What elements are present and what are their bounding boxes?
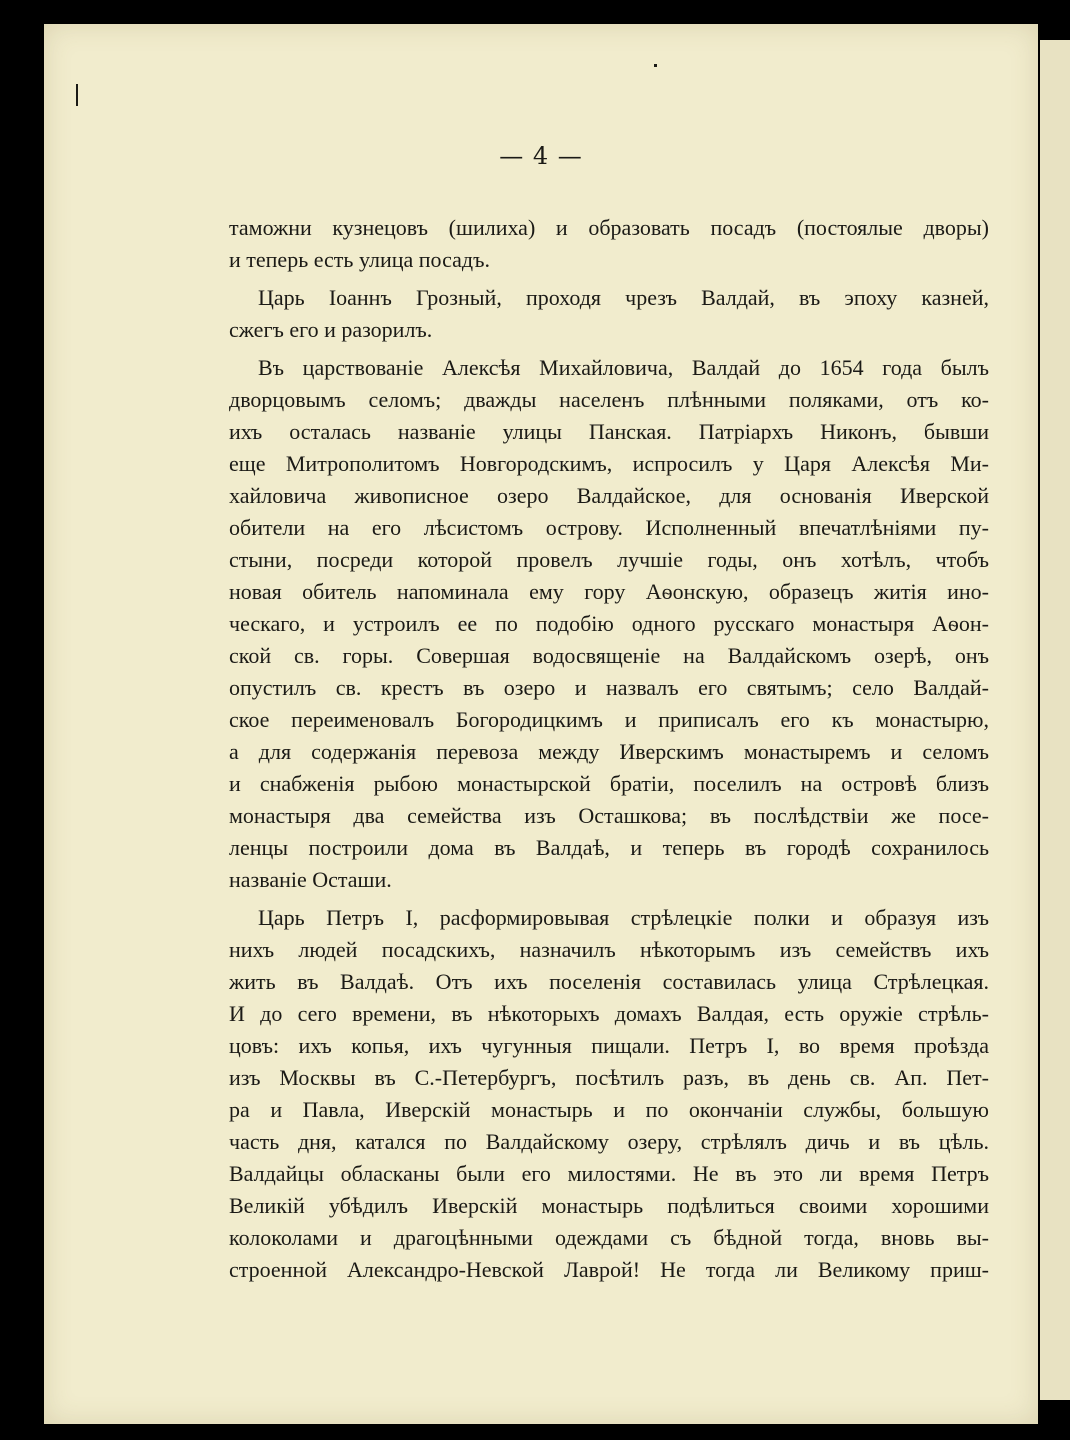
text-line: колоколами и драгоцѣнными одеждами съ бѣдной тогда, вновь вы-	[229, 1225, 989, 1250]
text-line: нихъ людей посадскихъ, назначилъ нѣкоторымъ изъ семействъ ихъ	[229, 937, 989, 962]
text-line: стыни, посреди которой провелъ лучшіе годы, онъ хотѣлъ, чтобъ	[229, 547, 989, 572]
text-line: ское переименовалъ Богородицкимъ и приписалъ его къ монастырю,	[229, 707, 989, 732]
text-line: и снабженія рыбою монастырской братіи, поселилъ на островѣ близъ	[229, 771, 989, 796]
adjacent-page-edge	[1040, 40, 1070, 1400]
text-line: цовъ: ихъ копья, ихъ чугунныя пищали. Петръ I, во время проѣзда	[229, 1033, 989, 1058]
paragraph-3	[229, 352, 989, 896]
text-line: сжегъ его и разорилъ.	[229, 317, 433, 342]
text-line: Царь Іоаннъ Грозный, проходя чрезъ Валдай, въ эпоху казней,	[258, 285, 989, 310]
text-line: ской св. горы. Совершая водосвященіе на Валдайскомъ озерѣ, онъ	[229, 643, 989, 668]
text-line: Валдайцы обласканы были его милостями. Не въ это ли время Петръ	[229, 1161, 989, 1186]
text-line: часть дня, катался по Валдайскому озеру, стрѣлялъ дичь и въ цѣль.	[229, 1129, 989, 1154]
page-number: — 4 —	[499, 142, 583, 170]
text-line: обители на его лѣсистомъ острову. Исполненный впечатлѣніями пу-	[229, 515, 989, 540]
text-line: и теперь есть улица посадъ.	[229, 247, 490, 272]
text-line: Въ царствованіе Алексѣя Михайловича, Валдай до 1654 года былъ	[258, 355, 989, 380]
ink-speck	[76, 84, 78, 106]
text-line: И до сего времени, въ нѣкоторыхъ домахъ Валдая, есть оружіе стрѣль-	[229, 1001, 989, 1026]
text-line: еще Митрополитомъ Новгородскимъ, испросилъ у Царя Алексѣя Ми-	[229, 451, 989, 476]
text-line: ихъ осталась названіе улицы Панская. Патріархъ Никонъ, бывши	[229, 419, 989, 444]
text-line: строенной Александро-Невской Лаврой! Не тогда ли Великому приш-	[229, 1257, 989, 1282]
text-line: названіе Осташи.	[229, 867, 392, 892]
text-line: монастыря два семейства изъ Осташкова; въ послѣдствіи же посе-	[229, 803, 989, 828]
ink-speck	[654, 64, 657, 67]
book-page	[44, 24, 1038, 1424]
text-line: опустилъ св. крестъ въ озеро и назвалъ его святымъ; село Валдай-	[229, 675, 989, 700]
text-line: дворцовымъ селомъ; дважды населенъ плѣнными поляками, отъ ко-	[229, 387, 989, 412]
text-line: хайловича живописное озеро Валдайское, для основанія Иверской	[229, 483, 989, 508]
paragraph-4	[229, 902, 989, 1286]
text-line: а для содержанія перевоза между Иверскимъ монастыремъ и селомъ	[229, 739, 989, 764]
text-line: ра и Павла, Иверскій монастырь и по окончаніи службы, большую	[229, 1097, 989, 1122]
text-line: Великій убѣдилъ Иверскій монастырь подѣлиться своими хорошими	[229, 1193, 989, 1218]
text-line: ческаго, и устроилъ ее по подобію одного русскаго монастыря Аѳон-	[229, 611, 989, 636]
body-text	[229, 212, 989, 1286]
text-line: изъ Москвы въ С.-Петербургъ, посѣтилъ разъ, въ день св. Ап. Пет-	[229, 1065, 989, 1090]
text-line: жить въ Валдаѣ. Отъ ихъ поселенія составилась улица Стрѣлецкая.	[229, 969, 989, 994]
paragraph-2	[229, 282, 989, 346]
paragraph-1	[229, 212, 989, 276]
text-line: Царь Петръ I, расформировывая стрѣлецкіе полки и образуя изъ	[258, 905, 989, 930]
text-line: новая обитель напоминала ему гору Аѳонскую, образецъ житія ино-	[229, 579, 989, 604]
text-line: таможни кузнецовъ (шилиха) и образовать посадъ (постоялые дворы)	[229, 215, 989, 240]
text-line: ленцы построили дома въ Валдаѣ, и теперь въ городѣ сохранилось	[229, 835, 989, 860]
